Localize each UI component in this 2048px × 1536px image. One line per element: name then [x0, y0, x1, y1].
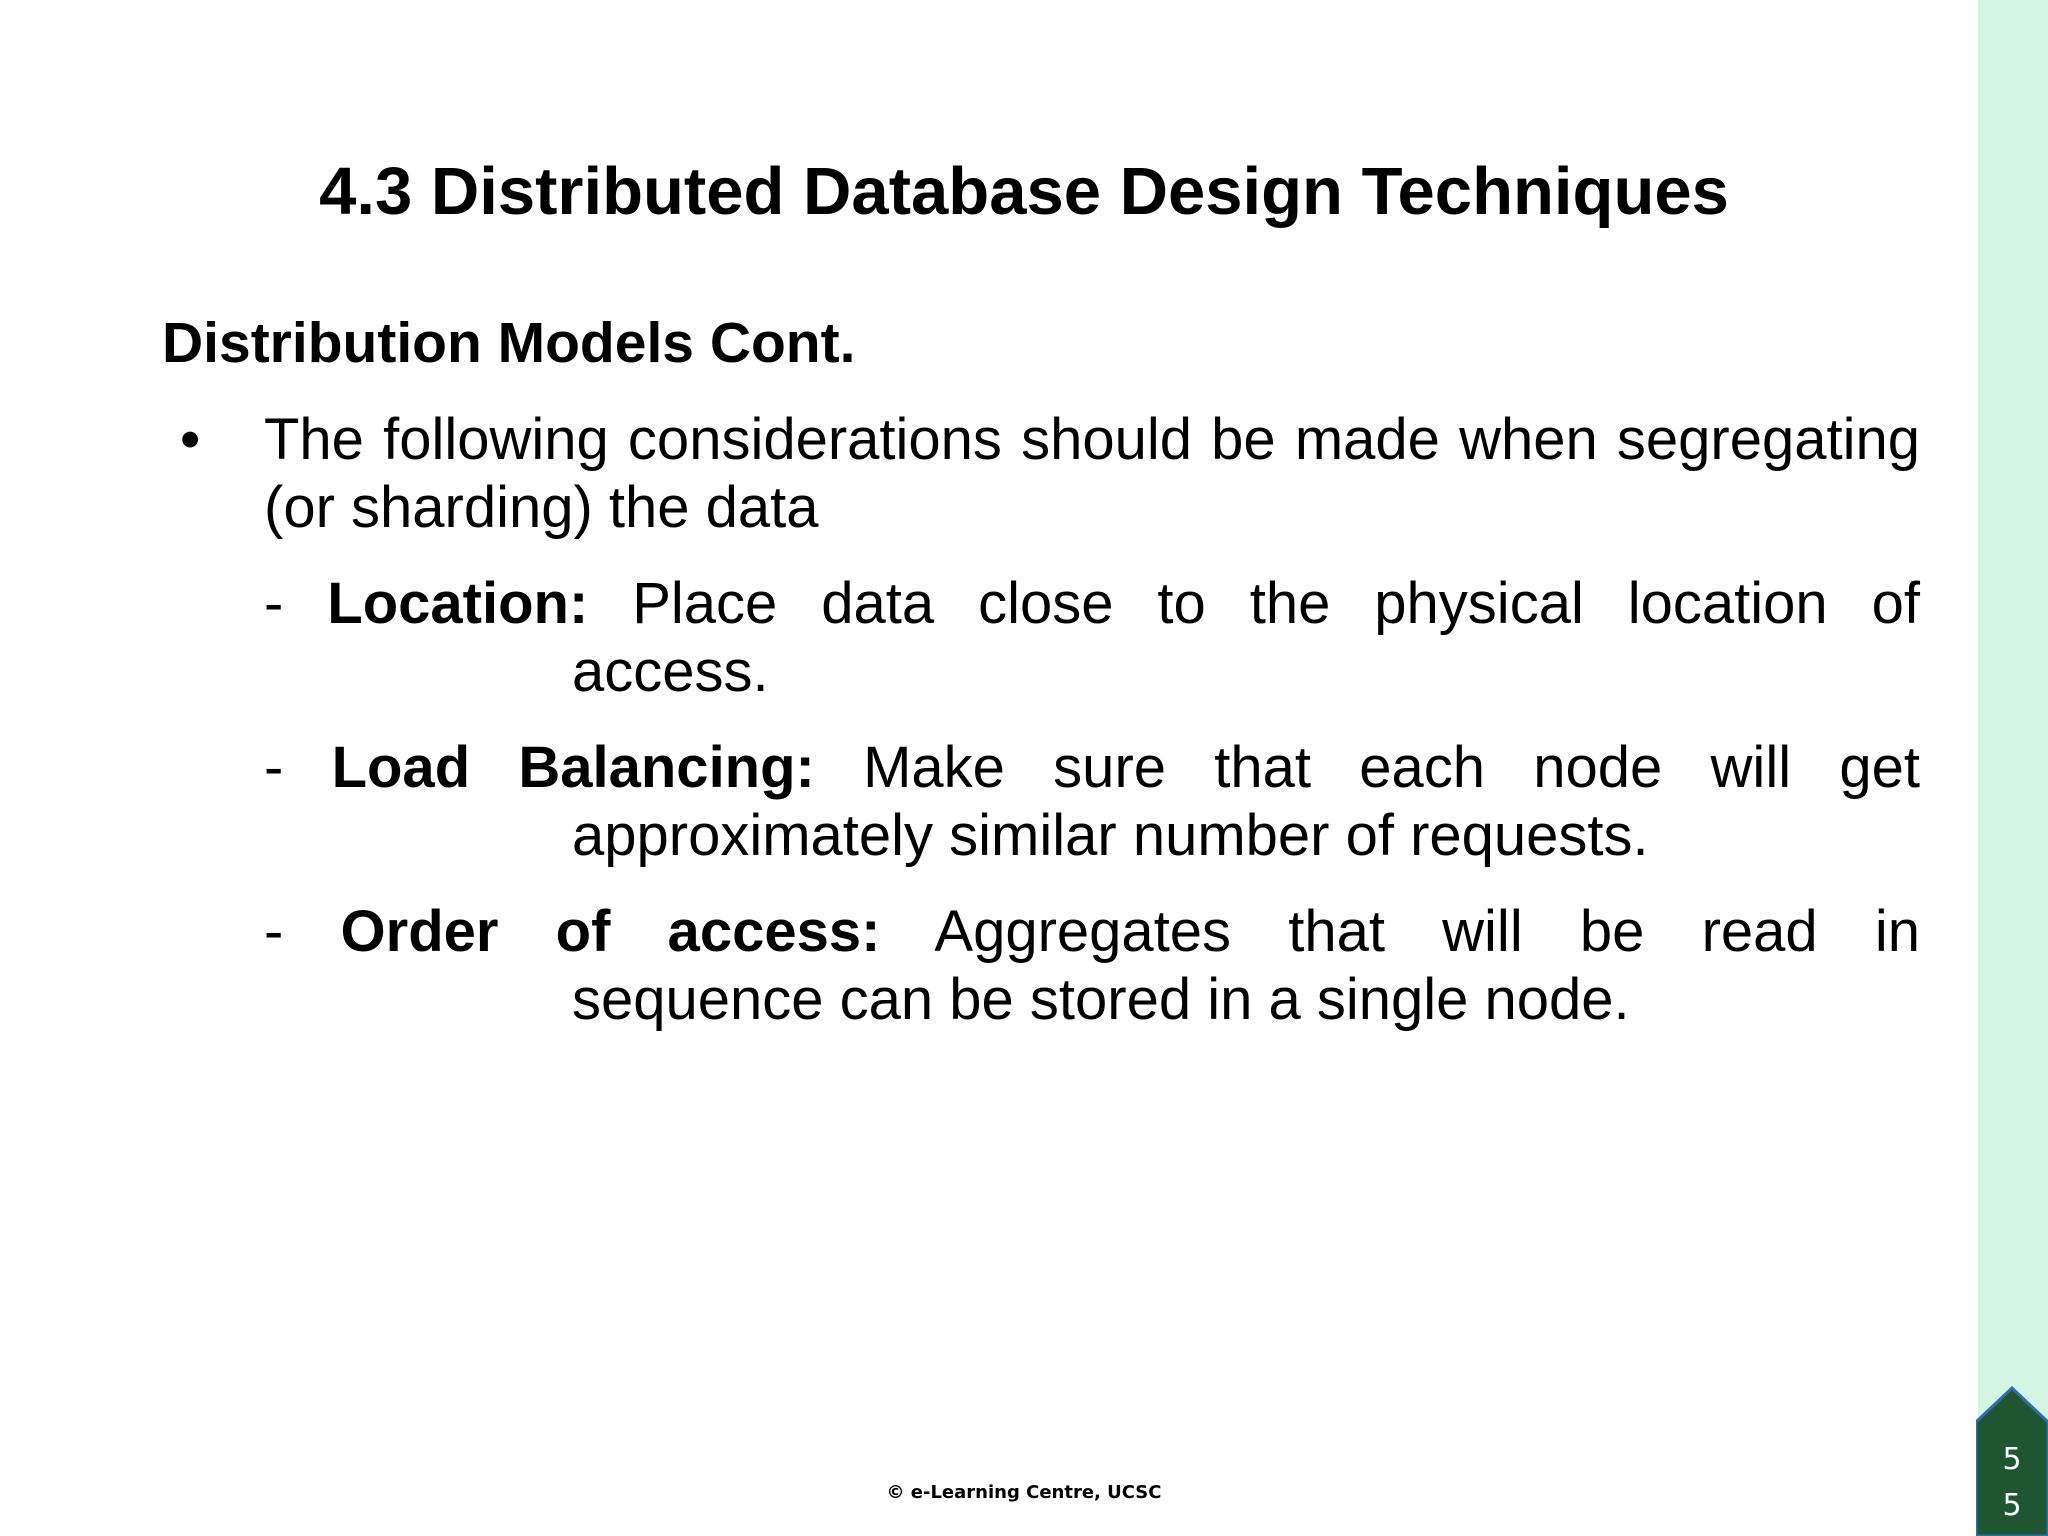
list-item-load-balancing	[264, 734, 1920, 870]
footer-copyright: © e-Learning Centre, UCSC	[886, 1482, 1162, 1503]
list-item-first-line	[264, 734, 1920, 802]
item-term: Load Balancing:	[331, 735, 815, 800]
item-term: Order of access:	[340, 899, 881, 964]
item-description: Make sure that each node will get	[863, 735, 1920, 800]
item-description-continued: approximately similar number of requests.	[572, 803, 1649, 868]
page-number-digit: 5	[2002, 1488, 2022, 1523]
list-item-order-of-access	[264, 898, 1920, 1034]
section-subheading: Distribution Models Cont.	[162, 311, 856, 375]
item-description: Place data close to the physical location of	[632, 571, 1920, 636]
dash-marker: -	[264, 899, 284, 964]
item-description: Aggregates that will be read in	[934, 899, 1920, 964]
side-band	[1978, 0, 2048, 1536]
dash-marker: -	[264, 735, 284, 800]
dash-marker: -	[264, 571, 284, 636]
item-term: Location:	[327, 571, 589, 636]
bullet-text: The following considerations should be made when segregating (or sharding) the data	[264, 407, 1920, 540]
item-description-continued: sequence can be stored in a single node.	[572, 967, 1630, 1032]
list-item-location	[264, 570, 1920, 706]
list-item-first-line	[264, 570, 1920, 638]
list-item-first-line	[264, 898, 1920, 966]
bullet-icon: •	[180, 407, 201, 472]
slide-title: 4.3 Distributed Database Design Techniques	[319, 154, 1729, 229]
page-number-digit: 5	[2002, 1442, 2022, 1477]
item-description-continued: access.	[572, 639, 769, 704]
